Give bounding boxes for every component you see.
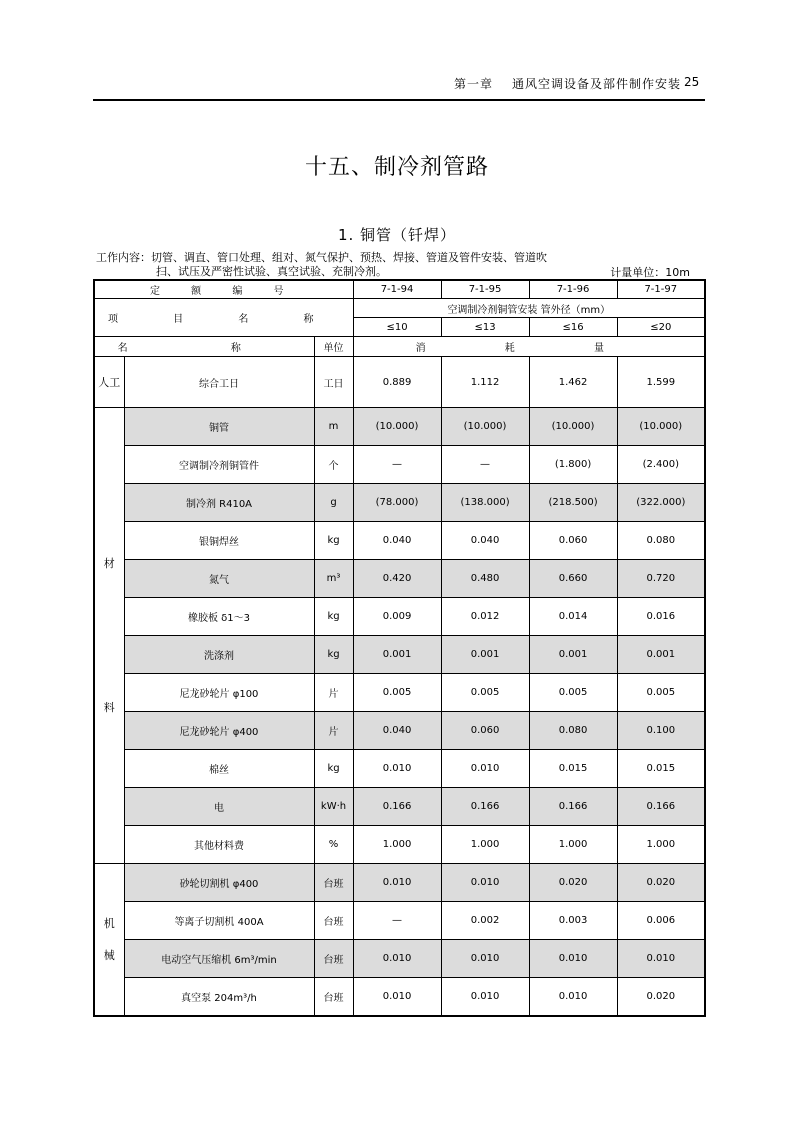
value-cell: 0.010 <box>441 864 529 902</box>
value-cell: — <box>353 902 441 940</box>
value-cell: 0.016 <box>617 598 705 636</box>
table-row <box>94 940 705 978</box>
sub-title: 1. 铜管（钎焊） <box>337 226 457 244</box>
item-name-cell: 综合工日 <box>124 357 314 408</box>
unit-cell: 工日 <box>314 357 353 408</box>
value-cell: 0.015 <box>529 750 617 788</box>
diameter-cell: ≤16 <box>529 318 617 337</box>
value-cell: 0.080 <box>529 712 617 750</box>
unit-cell: 台班 <box>314 902 353 940</box>
header-section-title: 通风空调设备及部件制作安装 <box>512 77 682 91</box>
value-cell: 1.462 <box>529 357 617 408</box>
item-name-cell: 其他材料费 <box>124 826 314 864</box>
quota-label-cell <box>94 280 353 299</box>
value-cell: 0.166 <box>441 788 529 826</box>
unit-cell: 个 <box>314 446 353 484</box>
item-name-cell: 电 <box>124 788 314 826</box>
unit-cell: kg <box>314 522 353 560</box>
value-cell: 1.112 <box>441 357 529 408</box>
value-cell: (10.000) <box>353 408 441 446</box>
table-row <box>94 446 705 484</box>
value-cell: 0.001 <box>529 636 617 674</box>
item-name-cell: 砂轮切割机 φ400 <box>124 864 314 902</box>
value-cell: 0.003 <box>529 902 617 940</box>
value-cell: 0.480 <box>441 560 529 598</box>
diameter-cell: ≤20 <box>617 318 705 337</box>
value-cell: 0.020 <box>617 978 705 1017</box>
code-cell: 7-1-97 <box>617 280 705 299</box>
value-cell: 1.000 <box>529 826 617 864</box>
value-cell: 0.420 <box>353 560 441 598</box>
value-cell: 0.040 <box>353 712 441 750</box>
value-cell: (218.500) <box>529 484 617 522</box>
unit-note: 计量单位：10m <box>610 266 690 279</box>
table-row <box>94 902 705 940</box>
value-cell: 0.005 <box>353 674 441 712</box>
work-content-line1: 工作内容：切管、调直、管口处理、组对、氮气保护、预热、焊接、管道及管件安装、管道吹 <box>96 251 547 264</box>
item-name-cell: 洗涤剂 <box>124 636 314 674</box>
table-row <box>94 357 705 408</box>
value-cell: 0.040 <box>441 522 529 560</box>
header-row-group <box>94 299 705 318</box>
item-name-cell: 棉丝 <box>124 750 314 788</box>
unit-header-cell: 单位 <box>314 337 353 357</box>
consumption-header: 消 耗 量 <box>415 343 642 354</box>
name-header-cell <box>94 337 314 357</box>
value-cell: 0.040 <box>353 522 441 560</box>
unit-cell: m <box>314 408 353 446</box>
value-cell: — <box>353 446 441 484</box>
name-header: 名 称 <box>117 343 291 354</box>
value-cell: 0.660 <box>529 560 617 598</box>
value-cell: 0.060 <box>441 712 529 750</box>
value-cell: (10.000) <box>617 408 705 446</box>
category-char: 材 <box>103 556 115 570</box>
item-name-cell: 空调制冷剂铜管件 <box>124 446 314 484</box>
category-labor <box>94 357 124 408</box>
category-gap <box>95 572 124 700</box>
value-cell: 1.000 <box>353 826 441 864</box>
table-row <box>94 560 705 598</box>
value-cell: 0.001 <box>441 636 529 674</box>
unit-cell: g <box>314 484 353 522</box>
value-cell: 0.010 <box>353 940 441 978</box>
value-cell: 0.010 <box>529 978 617 1017</box>
value-cell: 0.006 <box>617 902 705 940</box>
value-cell: (10.000) <box>441 408 529 446</box>
quota-label: 定 额 编 号 <box>149 286 298 297</box>
value-cell: 0.015 <box>617 750 705 788</box>
value-cell: 0.010 <box>529 940 617 978</box>
item-name-cell: 铜管 <box>124 408 314 446</box>
item-label-cell <box>94 299 353 337</box>
item-name-cell: 尼龙砂轮片 φ100 <box>124 674 314 712</box>
value-cell: 1.000 <box>617 826 705 864</box>
value-cell: 0.010 <box>353 750 441 788</box>
item-name-cell: 电动空气压缩机 6m³/min <box>124 940 314 978</box>
value-cell: 0.001 <box>617 636 705 674</box>
category-char: 料 <box>103 700 115 714</box>
unit-cell: 台班 <box>314 864 353 902</box>
category-machine <box>94 864 124 1017</box>
code-cell: 7-1-95 <box>441 280 529 299</box>
category-char: 械 <box>103 948 115 962</box>
page-number: 25 <box>684 75 700 89</box>
diameter-cell: ≤10 <box>353 318 441 337</box>
value-cell: (10.000) <box>529 408 617 446</box>
table-row <box>94 978 705 1017</box>
unit-cell: kg <box>314 750 353 788</box>
value-cell: (138.000) <box>441 484 529 522</box>
code-cell: 7-1-94 <box>353 280 441 299</box>
table-row <box>94 674 705 712</box>
value-cell: (2.400) <box>617 446 705 484</box>
unit-cell: 片 <box>314 712 353 750</box>
code-cell: 7-1-96 <box>529 280 617 299</box>
table-row <box>94 864 705 902</box>
unit-cell: 台班 <box>314 978 353 1017</box>
value-cell: 0.010 <box>353 978 441 1017</box>
page-title: 十五、制冷剂管路 <box>304 155 489 180</box>
category-material <box>94 408 124 864</box>
unit-cell: 片 <box>314 674 353 712</box>
table-row <box>94 788 705 826</box>
item-name-cell: 等离子切割机 400A <box>124 902 314 940</box>
value-cell: 0.005 <box>529 674 617 712</box>
value-cell: 0.002 <box>441 902 529 940</box>
value-cell: 0.060 <box>529 522 617 560</box>
unit-cell: 台班 <box>314 940 353 978</box>
value-cell: 0.001 <box>353 636 441 674</box>
item-name-cell: 尼龙砂轮片 φ400 <box>124 712 314 750</box>
item-name-cell: 真空泵 204m³/h <box>124 978 314 1017</box>
value-cell: 0.005 <box>441 674 529 712</box>
value-cell: 0.720 <box>617 560 705 598</box>
value-cell: (322.000) <box>617 484 705 522</box>
item-name-cell: 制冷剂 R410A <box>124 484 314 522</box>
work-content-line2: 扫、试压及严密性试验、真空试验、充制冷剂。 <box>156 265 387 278</box>
table-row <box>94 484 705 522</box>
consumption-header-cell <box>353 337 705 357</box>
value-cell: (78.000) <box>353 484 441 522</box>
table-row <box>94 712 705 750</box>
header-row-columns <box>94 337 705 357</box>
unit-cell: kW·h <box>314 788 353 826</box>
unit-cell: kg <box>314 636 353 674</box>
item-name-cell: 橡胶板 δ1～3 <box>124 598 314 636</box>
header-chapter: 第一章 <box>454 77 494 91</box>
value-cell: 1.599 <box>617 357 705 408</box>
table-row <box>94 522 705 560</box>
table-row <box>94 636 705 674</box>
category-char: 人工 <box>98 375 121 389</box>
value-cell: 0.010 <box>441 978 529 1017</box>
unit-cell: m³ <box>314 560 353 598</box>
value-cell: 0.020 <box>617 864 705 902</box>
diameter-cell: ≤13 <box>441 318 529 337</box>
value-cell: 0.166 <box>353 788 441 826</box>
work-content <box>96 251 616 279</box>
value-cell: 0.020 <box>529 864 617 902</box>
value-cell: 0.009 <box>353 598 441 636</box>
value-cell: 0.010 <box>617 940 705 978</box>
value-cell: (1.800) <box>529 446 617 484</box>
header-row-codes <box>94 280 705 299</box>
item-name-cell: 银铜焊丝 <box>124 522 314 560</box>
table-row <box>94 826 705 864</box>
quota-table <box>93 279 706 1017</box>
value-cell: 0.080 <box>617 522 705 560</box>
table-row <box>94 598 705 636</box>
value-cell: 0.166 <box>529 788 617 826</box>
value-cell: 0.014 <box>529 598 617 636</box>
table-row <box>94 408 705 446</box>
category-gap <box>95 932 124 948</box>
item-name-cell: 氮气 <box>124 560 314 598</box>
value-cell: 0.010 <box>441 750 529 788</box>
unit-cell: kg <box>314 598 353 636</box>
unit-cell: % <box>314 826 353 864</box>
value-cell: 0.005 <box>617 674 705 712</box>
item-label: 项 目 名 称 <box>107 314 340 325</box>
table-row <box>94 750 705 788</box>
header-rule <box>93 99 705 101</box>
value-cell: — <box>441 446 529 484</box>
value-cell: 0.012 <box>441 598 529 636</box>
value-cell: 0.010 <box>353 864 441 902</box>
value-cell: 0.010 <box>441 940 529 978</box>
group-label-cell: 空调制冷剂铜管安装 管外径（mm） <box>353 299 705 318</box>
category-char: 机 <box>103 916 115 930</box>
value-cell: 0.889 <box>353 357 441 408</box>
value-cell: 1.000 <box>441 826 529 864</box>
value-cell: 0.100 <box>617 712 705 750</box>
value-cell: 0.166 <box>617 788 705 826</box>
